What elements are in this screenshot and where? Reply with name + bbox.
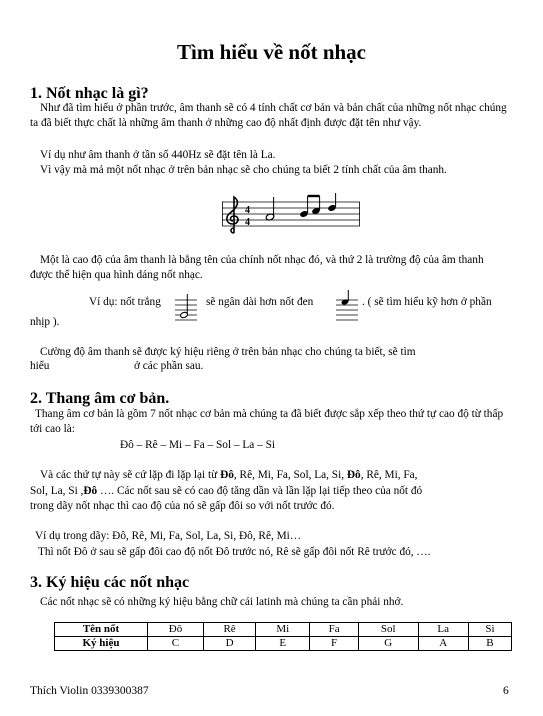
table-header-cell: Ký hiệu (55, 637, 148, 651)
table-cell: Fa (310, 623, 359, 637)
page-number: 6 (503, 685, 509, 697)
table-cell: D (203, 637, 255, 651)
table-cell: Rê (203, 623, 255, 637)
time-signature-bottom: 4 (245, 217, 250, 228)
table-row (55, 623, 512, 637)
s2-paragraph-2-line-2: Sol, La, Si ,Đô …. Các nốt sau sẽ có cao độ tăng dần và lần lặp lại tiếp theo của nốt đó (30, 485, 423, 497)
table-cell: Mi (256, 623, 310, 637)
section-3-heading: 3. Ký hiệu các nốt nhạc (30, 574, 190, 591)
s1-paragraph-1: Như đã tìm hiểu ở phần trước, âm thanh sẽ có 4 tính chất cơ bản và bản chất của những nốt nhạc chúng ta đã biết thực chất là những âm thanh ở những cao độ nhất định được đặt tên như vậy. (30, 102, 507, 129)
section-2-heading: 2. Thang âm cơ bản. (30, 390, 170, 407)
table-cell: F (310, 637, 359, 651)
table-cell: Si (468, 623, 511, 637)
s3-paragraph-1: Các nốt nhạc sẽ có những ký hiệu bằng chữ cái latinh mà chúng ta cần phải nhớ. (40, 596, 404, 608)
table-row (55, 637, 512, 651)
note-symbol-table (54, 622, 512, 651)
s1-example-text-1: Ví dụ: nốt trắng (89, 296, 161, 308)
time-signature-top: 4 (245, 205, 250, 216)
s1-paragraph-2: Ví dụ như âm thanh ở tần số 440Hz sẽ đặt tên là La. (40, 149, 276, 161)
s1-paragraph-4: Một là cao độ của âm thanh là bằng tên của chính nốt nhạc đó, và thứ 2 là trường độ của âm thanh được thể hiện qua hình dáng nốt nhạc. (30, 254, 484, 281)
table-cell: La (418, 623, 468, 637)
s2-paragraph-1: Thang âm cơ bản là gồm 7 nốt nhạc cơ bản mà chúng ta đã biết được sắp xếp theo thứ tự cao độ từ thấp tới cao là: (30, 408, 504, 435)
s2-paragraph-2-line-1: Và các thứ tự này sẽ cứ lặp đi lặp lại từ Đô, Rê, Mi, Fa, Sol, La, Si, Đô, Rê, Mi, Fa, (40, 469, 418, 481)
s1-paragraph-6-line-2b: ở các phần sau. (134, 360, 204, 372)
s2-paragraph-4: Thì nốt Đô ở sau sẽ gấp đôi cao độ nốt Đô trước nó, Rê sẽ gấp đôi nốt Rê trước đó, …. (38, 546, 431, 558)
table-header-cell: Tên nốt (55, 623, 148, 637)
music-staff-example (222, 193, 360, 239)
table-cell: E (256, 637, 310, 651)
s1-example-text-4: nhịp ). (30, 316, 60, 328)
s2-paragraph-3: Ví dụ trong dãy: Đô, Rê, Mi, Fa, Sol, La, Si, Đô, Rê, Mi… (35, 530, 302, 542)
footer-text: Thích Violin 0339300387 (30, 685, 149, 697)
table-cell: B (468, 637, 511, 651)
table-cell: Sol (358, 623, 418, 637)
table-cell: Đô (148, 623, 204, 637)
s2-paragraph-2-line-3: trong dãy nốt nhạc thì cao độ của nó sẽ gấp đôi so với nốt trước đó. (30, 500, 335, 512)
table-cell: G (358, 637, 418, 651)
s1-paragraph-6-line-1: Cường độ âm thanh sẽ được ký hiệu riêng ở trên bản nhạc cho chúng ta biết, sẽ tìm (40, 346, 416, 358)
s1-paragraph-3: Vì vậy mà mả một nốt nhạc ở trên bản nhạc sẽ cho chúng ta biết 2 tính chất của âm thanh. (40, 164, 447, 176)
s1-paragraph-6-line-2a: hiểu (30, 360, 50, 372)
s2-scale-sequence: Đô – Rê – Mi – Fa – Sol – La – Si (120, 439, 276, 451)
table-cell: C (148, 637, 204, 651)
quarter-note-icon (336, 290, 358, 322)
half-note-icon (175, 290, 197, 322)
s1-example-text-3: . ( sẽ tìm hiểu kỹ hơn ở phần (362, 296, 492, 308)
table-cell: A (418, 637, 468, 651)
s1-example-text-2: sẽ ngân dài hơn nốt đen (206, 296, 314, 308)
page-title: Tìm hiểu về nốt nhạc (176, 40, 367, 64)
section-1-heading: 1. Nốt nhạc là gì? (30, 85, 149, 102)
